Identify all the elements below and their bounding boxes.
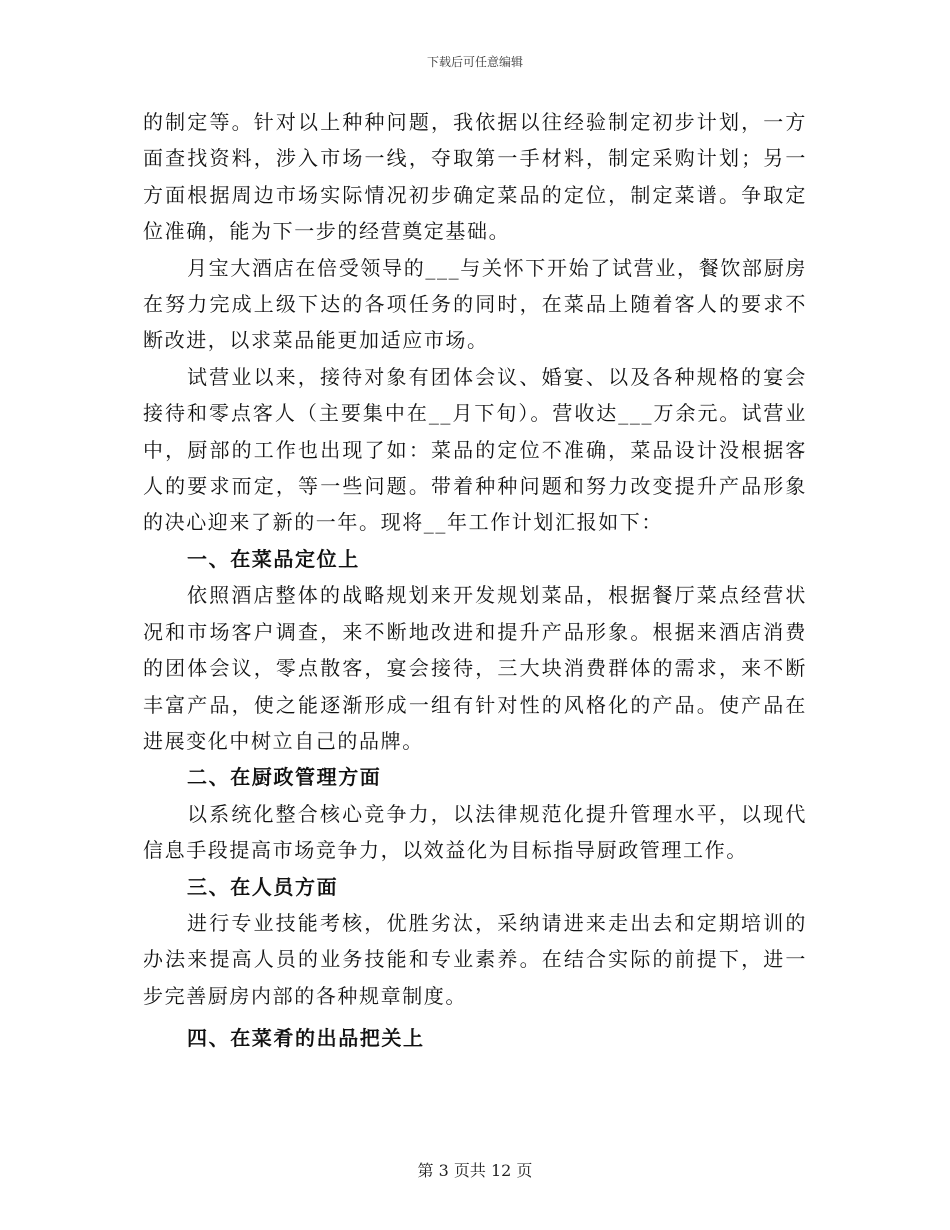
document-body [143,104,807,1057]
paragraph-kitchen-management: 以系统化整合核心竞争力，以法律规范化提升管理水平，以现代信息手段提高市场竞争力，以效益化为目标指导厨政管理工作。 [143,801,807,863]
paragraph-trial-opening: 月宝大酒店在倍受领导的___与关怀下开始了试营业，餐饮部厨房在努力完成上级下达的各项任务的同时，在菜品上随着客人的要求不断改进，以求菜品能更加适应市场。 [143,255,807,353]
paragraph-continued: 的制定等。针对以上种种问题，我依据以往经验制定初步计划，一方面查找资料，涉入市场一线，夺取第一手材料，制定采购计划；另一方面根据周边市场实际情况初步确定菜品的定位，制定菜谱。争取定位准确，能为下一步的经营奠定基础。 [143,110,807,244]
section-heading-dish-positioning: 一、在菜品定位上 [187,546,360,571]
section-heading-personnel: 三、在人员方面 [187,874,339,899]
paragraph-operations-summary: 试营业以来，接待对象有团体会议、婚宴、以及各种规格的宴会接待和零点客人（主要集中在__月下旬）。营收达___万余元。试营业中，厨部的工作也出现了如：菜品的定位不准确，菜品设计没根据客人的要求而定，等一些问题。带着种种问题和努力改变提升产品形象的决心迎来了新的一年。现将__年工作计划汇报如下： [143,364,807,535]
paragraph-personnel: 进行专业技能考核，优胜劣汰，采纳请进来走出去和定期培训的办法来提高人员的业务技能和专业素养。在结合实际的前提下，进一步完善厨房内部的各种规章制度。 [143,910,807,1008]
paragraph-dish-positioning: 依照酒店整体的战略规划来开发规划菜品，根据餐厅菜点经营状况和市场客户调查，来不断地改进和提升产品形象。根据来酒店消费的团体会议，零点散客，宴会接待，三大块消费群体的需求，来不断丰富产品，使之能逐渐形成一组有针对性的风格化的产品。使产品在进展变化中树立自己的品牌。 [143,583,807,753]
header-note: 下载后可任意编辑 [426,55,523,69]
section-heading-dish-quality: 四、在菜肴的出品把关上 [187,1026,425,1051]
page-number: 第 3 页共 12 页 [417,1161,533,1180]
section-heading-kitchen-management: 二、在厨政管理方面 [187,765,382,790]
